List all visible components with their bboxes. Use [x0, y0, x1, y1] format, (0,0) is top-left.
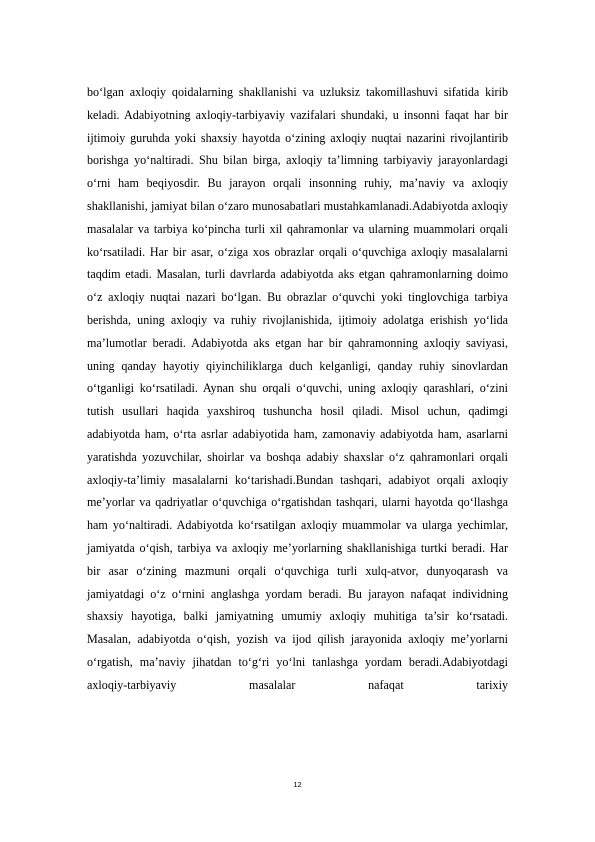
- body-paragraph: bo‘lgan axloqiy qoidalarning shakllanishi va uzluksiz takomillashuvi sifatida kirib keladi. Adabiyotning axloqiy-tarbiyaviy vazifalari shundaki, u insonni faqat har bir ijtimoiy guruhda yoki shaxsiy hayotda o‘zining axloqiy nuqtai nazarini rivojlantirib borishga yo‘naltiradi. Shu bilan birga, axloqiy ta’limning tarbiyaviy jarayonlardagi o‘rni ham beqiyosdir. Bu jarayon orqali insonning ruhiy, ma’naviy va axloqiy shakllanishi, jamiyat bilan o‘zaro munosabatlari mustahkamlanadi.Adabiyotda axloqiy masalalar va tarbiya ko‘pincha turli xil qahramonlar va ularning muammolari orqali ko‘rsatiladi. Har bir asar, o‘ziga xos obrazlar orqali o‘quvchiga axloqiy masalalarni taqdim etadi. Masalan, turli davrlarda adabiyotda aks etgan qahramonlarning doimo o‘z axloqiy nuqtai nazari bo‘lgan. Bu obrazlar o‘quvchi yoki tinglovchiga tarbiya berishda, uning axloqiy va ruhiy rivojlanishida, ijtimoiy adolatga erishish yo‘lida ma’lumotlar beradi. Adabiyotda aks etgan har bir qahramonning axloqiy saviyasi, uning qanday hayotiy qiyinchiliklarga duch kelganligi, qanday ruhiy sinovlardan o‘tganligi ko‘rsatiladi. Aynan shu orqali o‘quvchi, uning axloqiy qarashlari, o‘zini tutish usullari haqida yaxshiroq tushuncha hosil qiladi. Misol uchun, qadimgi adabiyotda ham, o‘rta asrlar adabiyotida ham, zamonaviy adabiyotda ham, asarlarni yaratishda yozuvchilar, shoirlar va boshqa adabiy shaxslar o‘z qahramonlari orqali axloqiy-ta’limiy masalalarni ko‘tarishadi.Bundan tashqari, adabiyot orqali axloqiy me’yorlar va qadriyatlar o‘quvchiga o‘rgatishdan tashqari, ularni hayotda qo‘llashga ham yo‘naltiradi. Adabiyotda ko‘rsatilgan axloqiy muammolar va ularga yechimlar, jamiyatda o‘qish, tarbiya va axloqiy me’yorlarning shakllanishiga turtki beradi. Har bir asar o‘zining mazmuni orqali o‘quvchiga turli xulq-atvor, dunyoqarash va jamiyatdagi o‘z o‘rnini anglashga yordam beradi. Bu jarayon nafaqat individning shaxsiy hayotiga, balki jamiyatning umumiy axloqiy muhitiga ta’sir ko‘rsatadi. Masalan, adabiyotda o‘qish, yozish va ijod qilish jarayonida axloqiy me’yorlarni o‘rgatish, ma’naviy jihatdan to‘g‘ri yo‘lni tanlashga yordam beradi.Adabiyotdagi axloqiy-tarbiyaviy masalalar nafaqat tarixiy: [87, 85, 508, 692]
- page-number: 12: [293, 780, 302, 789]
